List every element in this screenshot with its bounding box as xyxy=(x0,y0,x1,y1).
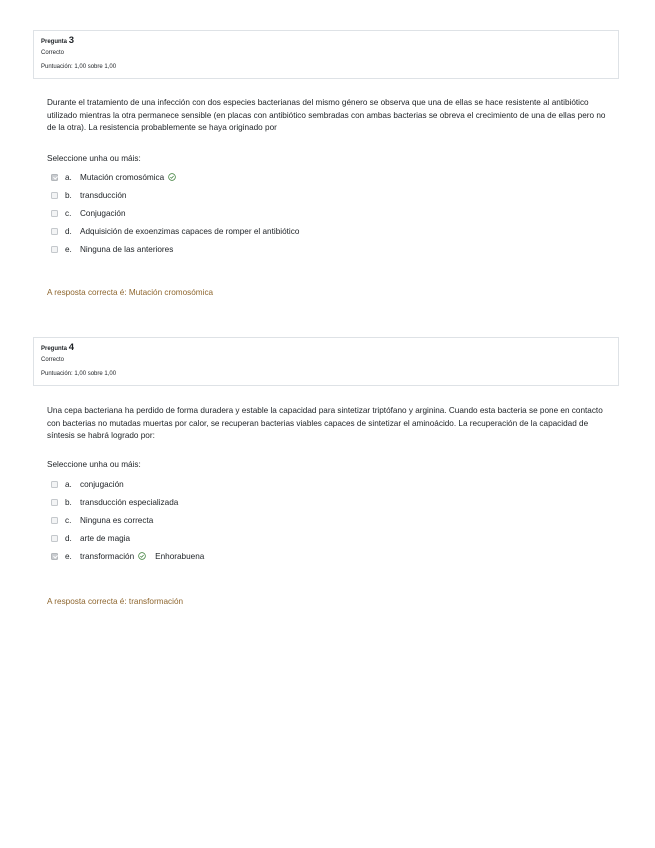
option-checkbox[interactable] xyxy=(51,499,58,506)
question-number-value: 4 xyxy=(68,342,74,353)
option-letter: d. xyxy=(65,226,72,236)
option-checkbox[interactable] xyxy=(51,517,58,524)
question-label: Pregunta xyxy=(41,346,68,352)
question-3-info-box xyxy=(33,30,619,79)
question-3-prompt: Seleccione unha ou máis: xyxy=(47,154,141,163)
question-3-option-e[interactable] xyxy=(51,243,173,255)
option-label: transformación xyxy=(80,551,135,561)
question-4-option-e[interactable] xyxy=(51,550,204,562)
question-4-option-c[interactable] xyxy=(51,514,153,526)
option-checkbox[interactable] xyxy=(51,553,58,560)
question-3-option-a[interactable] xyxy=(51,171,176,183)
question-3-right-answer: A resposta correcta é: Mutación cromosómica xyxy=(47,288,214,297)
option-label: arte de magia xyxy=(80,533,131,543)
option-label: Conjugación xyxy=(80,208,126,218)
correct-check-icon xyxy=(138,552,146,560)
question-4-option-b[interactable] xyxy=(51,496,178,508)
option-checkbox[interactable] xyxy=(51,481,58,488)
option-label: Mutación cromosómica xyxy=(80,172,165,182)
question-3-option-d[interactable] xyxy=(51,225,299,237)
option-letter: a. xyxy=(65,479,72,489)
question-4-info-box xyxy=(33,337,619,386)
question-4-right-answer: A resposta correcta é: transformación xyxy=(47,597,184,606)
option-checkbox[interactable] xyxy=(51,192,58,199)
question-state: Correcto xyxy=(41,357,65,363)
question-3-text: Durante el tratamiento de una infección con dos especies bacterianas del mismo género se observa que una de ellas se hace resistente al antibiótico utilizado mientras la otra permanece sensible (en placas con antibiótico sembradas con ambas bacterias se obreva el crecimiento de una de ellas pero no de la otra). La resistencia probablemente se haya originado por xyxy=(47,98,606,133)
option-letter: c. xyxy=(65,515,72,525)
question-grade: Puntuación: 1,00 sobre 1,00 xyxy=(41,64,117,70)
option-checkbox[interactable] xyxy=(51,174,58,181)
correct-check-icon xyxy=(168,173,176,181)
option-label: conjugación xyxy=(80,479,124,489)
option-checkbox[interactable] xyxy=(51,246,58,253)
question-number-value: 3 xyxy=(68,35,74,46)
question-3-option-b[interactable] xyxy=(51,189,126,201)
option-feedback: Enhorabuena xyxy=(155,551,205,561)
question-number xyxy=(41,36,611,46)
option-label: Ninguna de las anteriores xyxy=(80,244,174,254)
option-label: Ninguna es correcta xyxy=(80,515,154,525)
question-grade: Puntuación: 1,00 sobre 1,00 xyxy=(41,371,117,377)
option-checkbox[interactable] xyxy=(51,210,58,217)
question-label: Pregunta xyxy=(41,39,68,45)
option-letter: a. xyxy=(65,172,72,182)
option-checkbox[interactable] xyxy=(51,535,58,542)
option-checkbox[interactable] xyxy=(51,228,58,235)
question-number xyxy=(41,343,611,353)
option-letter: d. xyxy=(65,533,72,543)
option-label: transducción xyxy=(80,190,127,200)
option-label: transducción especializada xyxy=(80,497,179,507)
option-letter: b. xyxy=(65,497,72,507)
option-label: Adquisición de exoenzimas capaces de romper el antibiótico xyxy=(80,226,300,236)
question-4-option-a[interactable] xyxy=(51,478,124,490)
question-state: Correcto xyxy=(41,50,65,56)
option-letter: c. xyxy=(65,208,72,218)
question-4-text: Una cepa bacteriana ha perdido de forma duradera y estable la capacidad para sintetizar triptófano y arginina. Cuando esta bacteria se pone en contacto con bacterias no mutadas muertas por calor, se recuperan bacterias viables capaces de sintetizar el aminoácido. La recuperación de la capacidad de síntesis se habrá logrado por: xyxy=(47,406,603,441)
question-3-option-c[interactable] xyxy=(51,207,126,219)
option-letter: e. xyxy=(65,244,72,254)
option-letter: b. xyxy=(65,190,72,200)
question-4-prompt: Seleccione unha ou máis: xyxy=(47,460,141,469)
question-4-option-d[interactable] xyxy=(51,532,130,544)
option-letter: e. xyxy=(65,551,72,561)
